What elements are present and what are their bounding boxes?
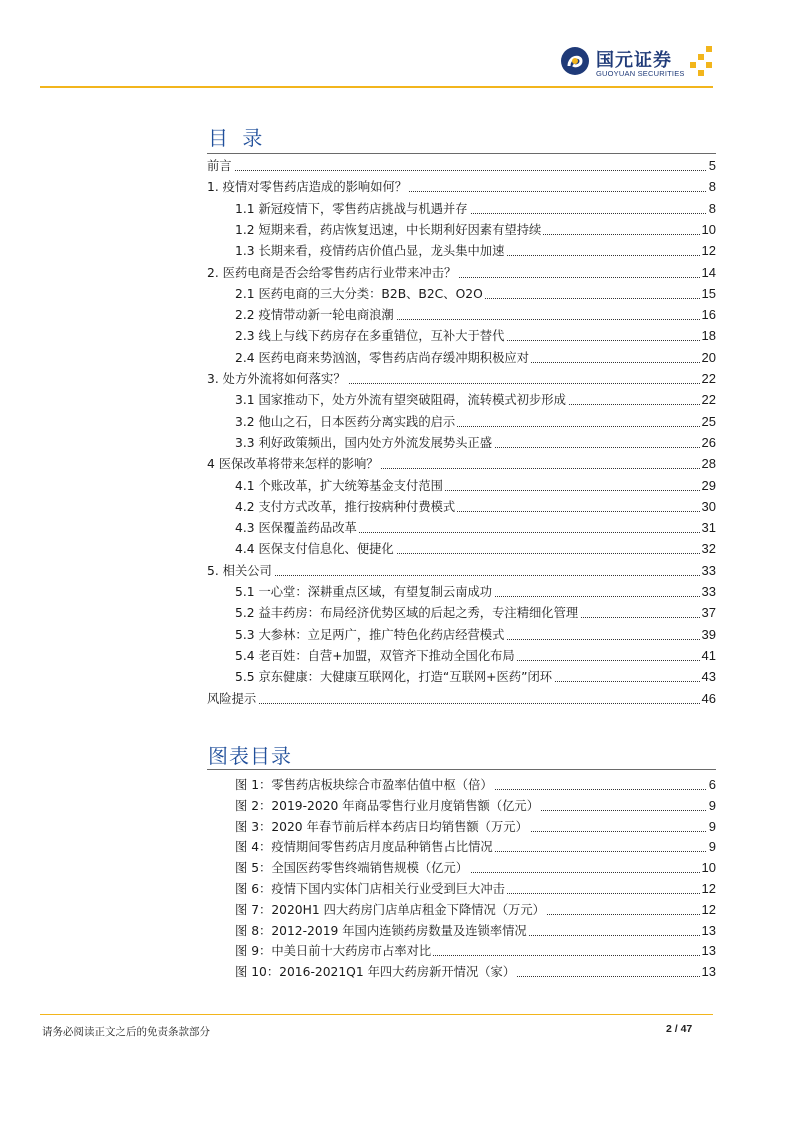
entry-label: 3.2 他山之石，日本医药分离实践的启示 bbox=[235, 412, 457, 432]
entry-label: 2.3 线上与线下药房存在多重错位，互补大于替代 bbox=[235, 326, 506, 346]
toc-entry[interactable] bbox=[235, 241, 716, 261]
toc-entry[interactable] bbox=[207, 561, 716, 581]
entry-page-number: 5 bbox=[707, 156, 716, 176]
entry-label: 图 2：2019-2020 年商品零售行业月度销售额（亿元） bbox=[235, 796, 541, 816]
entry-label: 4.3 医保覆盖药品改革 bbox=[235, 518, 359, 538]
entry-label: 4.1 个账改革，扩大统筹基金支付范围 bbox=[235, 476, 445, 496]
entry-page-number: 22 bbox=[700, 369, 716, 389]
entry-page-number: 9 bbox=[707, 796, 716, 816]
entry-label: 5.3 大参林：立足两广，推广特色化药店经营模式 bbox=[235, 625, 506, 645]
figures-title: 图表目录 bbox=[208, 744, 292, 768]
entry-label: 3. 处方外流将如何落实？ bbox=[207, 369, 348, 389]
entry-label: 5.4 老百姓：自营+加盟，双管齐下推动全国化布局 bbox=[235, 646, 517, 666]
toc-entry[interactable] bbox=[235, 199, 716, 219]
entry-label: 图 10：2016-2021Q1 年四大药房新开情况（家） bbox=[235, 962, 517, 982]
toc-entry[interactable] bbox=[235, 796, 716, 816]
brand-dots-icon bbox=[688, 46, 720, 78]
entry-label: 4 医保改革将带来怎样的影响？ bbox=[207, 454, 381, 474]
toc-entry[interactable] bbox=[207, 689, 716, 709]
entry-page-number: 20 bbox=[700, 348, 716, 368]
entry-page-number: 12 bbox=[700, 241, 716, 261]
dot-leader bbox=[207, 170, 716, 171]
toc-entry[interactable] bbox=[207, 177, 716, 197]
page-number: 2 / 47 bbox=[666, 1023, 693, 1035]
entry-label: 5.2 益丰药房：布局经济优势区域的后起之秀，专注精细化管理 bbox=[235, 603, 580, 623]
guoyuan-logo-icon bbox=[560, 46, 590, 76]
entry-page-number: 12 bbox=[700, 879, 716, 899]
toc-title: 目 录 bbox=[208, 126, 267, 150]
toc-entry[interactable] bbox=[235, 837, 716, 857]
entry-label: 1. 疫情对零售药店造成的影响如何？ bbox=[207, 177, 409, 197]
entry-label: 图 8：2012-2019 年国内连锁药房数量及连锁率情况 bbox=[235, 921, 529, 941]
toc-entry[interactable] bbox=[235, 497, 716, 517]
entry-label: 前言 bbox=[207, 156, 234, 176]
entry-label: 图 9：中美日前十大药房市占率对比 bbox=[235, 941, 433, 961]
entry-page-number: 8 bbox=[707, 199, 716, 219]
toc-entry[interactable] bbox=[235, 646, 716, 666]
entry-page-number: 10 bbox=[700, 220, 716, 240]
entry-page-number: 12 bbox=[700, 900, 716, 920]
entry-label: 图 4：疫情期间零售药店月度品种销售占比情况 bbox=[235, 837, 495, 857]
entry-page-number: 9 bbox=[707, 837, 716, 857]
toc-entry[interactable] bbox=[235, 412, 716, 432]
toc-entry[interactable] bbox=[235, 220, 716, 240]
toc-entry[interactable] bbox=[235, 326, 716, 346]
footer-divider bbox=[40, 1014, 713, 1015]
toc-entry[interactable] bbox=[235, 284, 716, 304]
entry-page-number: 14 bbox=[700, 263, 716, 283]
toc-entry[interactable] bbox=[235, 817, 716, 837]
entry-label: 1.1 新冠疫情下，零售药店挑战与机遇并存 bbox=[235, 199, 470, 219]
entry-page-number: 43 bbox=[700, 667, 716, 687]
entry-page-number: 33 bbox=[700, 561, 716, 581]
toc-entry[interactable] bbox=[235, 582, 716, 602]
entry-label: 2.4 医药电商来势汹汹，零售药店尚存缓冲期积极应对 bbox=[235, 348, 531, 368]
entry-label: 4.2 支付方式改革，推行按病种付费模式 bbox=[235, 497, 457, 517]
toc-entry[interactable] bbox=[235, 858, 716, 878]
toc-entry[interactable] bbox=[235, 539, 716, 559]
toc-entry[interactable] bbox=[235, 476, 716, 496]
toc-entry[interactable] bbox=[235, 305, 716, 325]
toc-entry[interactable] bbox=[235, 518, 716, 538]
entry-label: 图 6：疫情下国内实体门店相关行业受到巨大冲击 bbox=[235, 879, 507, 899]
toc-entry[interactable] bbox=[235, 879, 716, 899]
entry-label: 2. 医药电商是否会给零售药店行业带来冲击？ bbox=[207, 263, 458, 283]
entry-page-number: 30 bbox=[700, 497, 716, 517]
brand-name-en: GUOYUAN SECURITIES bbox=[596, 69, 685, 78]
dot-leader bbox=[207, 703, 716, 704]
entry-label: 4.4 医保支付信息化、便捷化 bbox=[235, 539, 396, 559]
entry-page-number: 39 bbox=[700, 625, 716, 645]
entry-label: 3.1 国家推动下，处方外流有望突破阻碍，流转模式初步形成 bbox=[235, 390, 568, 410]
entry-page-number: 13 bbox=[700, 962, 716, 982]
entry-page-number: 15 bbox=[700, 284, 716, 304]
entry-page-number: 13 bbox=[700, 921, 716, 941]
entry-page-number: 28 bbox=[700, 454, 716, 474]
dot-leader bbox=[207, 575, 716, 576]
toc-entry[interactable] bbox=[207, 369, 716, 389]
brand-name-cn: 国元证券 bbox=[596, 50, 672, 71]
entry-page-number: 32 bbox=[700, 539, 716, 559]
entry-label: 5.1 一心堂：深耕重点区域，有望复制云南成功 bbox=[235, 582, 494, 602]
entry-page-number: 37 bbox=[700, 603, 716, 623]
toc-entry[interactable] bbox=[235, 625, 716, 645]
toc-entry[interactable] bbox=[207, 263, 716, 283]
header-divider bbox=[40, 86, 713, 88]
entry-page-number: 18 bbox=[700, 326, 716, 346]
entry-label: 5.5 京东健康：大健康互联网化，打造“互联网+医药”闭环 bbox=[235, 667, 554, 687]
toc-entry[interactable] bbox=[207, 454, 716, 474]
toc-entry[interactable] bbox=[235, 962, 716, 982]
entry-label: 图 3：2020 年春节前后样本药店日均销售额（万元） bbox=[235, 817, 530, 837]
entry-label: 3.3 利好政策频出，国内处方外流发展势头正盛 bbox=[235, 433, 494, 453]
toc-entry[interactable] bbox=[207, 156, 716, 176]
entry-label: 图 7：2020H1 四大药房门店单店租金下降情况（万元） bbox=[235, 900, 547, 920]
entry-page-number: 16 bbox=[700, 305, 716, 325]
entry-page-number: 13 bbox=[700, 941, 716, 961]
entry-page-number: 8 bbox=[707, 177, 716, 197]
toc-entry[interactable] bbox=[235, 900, 716, 920]
figures-title-rule bbox=[207, 769, 716, 770]
entry-page-number: 6 bbox=[707, 775, 716, 795]
entry-page-number: 10 bbox=[700, 858, 716, 878]
toc-title-rule bbox=[207, 153, 716, 154]
toc-entry[interactable] bbox=[235, 775, 716, 795]
toc-entry[interactable] bbox=[235, 433, 716, 453]
entry-label: 2.2 疫情带动新一轮电商浪潮 bbox=[235, 305, 396, 325]
entry-page-number: 9 bbox=[707, 817, 716, 837]
toc-entry[interactable] bbox=[235, 921, 716, 941]
entry-label: 风险提示 bbox=[207, 689, 258, 709]
entry-page-number: 29 bbox=[700, 476, 716, 496]
toc-entry[interactable] bbox=[235, 667, 716, 687]
entry-label: 图 1：零售药店板块综合市盈率估值中枢（倍） bbox=[235, 775, 495, 795]
entry-page-number: 25 bbox=[700, 412, 716, 432]
entry-page-number: 33 bbox=[700, 582, 716, 602]
entry-label: 图 5：全国医药零售终端销售规模（亿元） bbox=[235, 858, 470, 878]
toc-entry[interactable] bbox=[235, 603, 716, 623]
entry-label: 2.1 医药电商的三大分类：B2B、B2C、O2O bbox=[235, 284, 485, 304]
entry-label: 5. 相关公司 bbox=[207, 561, 274, 581]
footer-disclaimer: 请务必阅读正文之后的免责条款部分 bbox=[42, 1026, 210, 1038]
entry-label: 1.3 长期来看，疫情药店价值凸显，龙头集中加速 bbox=[235, 241, 506, 261]
entry-page-number: 41 bbox=[700, 646, 716, 666]
entry-page-number: 31 bbox=[700, 518, 716, 538]
toc-entry[interactable] bbox=[235, 390, 716, 410]
entry-page-number: 22 bbox=[700, 390, 716, 410]
toc-entry[interactable] bbox=[235, 348, 716, 368]
toc-entry[interactable] bbox=[235, 941, 716, 961]
entry-page-number: 26 bbox=[700, 433, 716, 453]
entry-label: 1.2 短期来看，药店恢复迅速，中长期利好因素有望持续 bbox=[235, 220, 543, 240]
entry-page-number: 46 bbox=[700, 689, 716, 709]
